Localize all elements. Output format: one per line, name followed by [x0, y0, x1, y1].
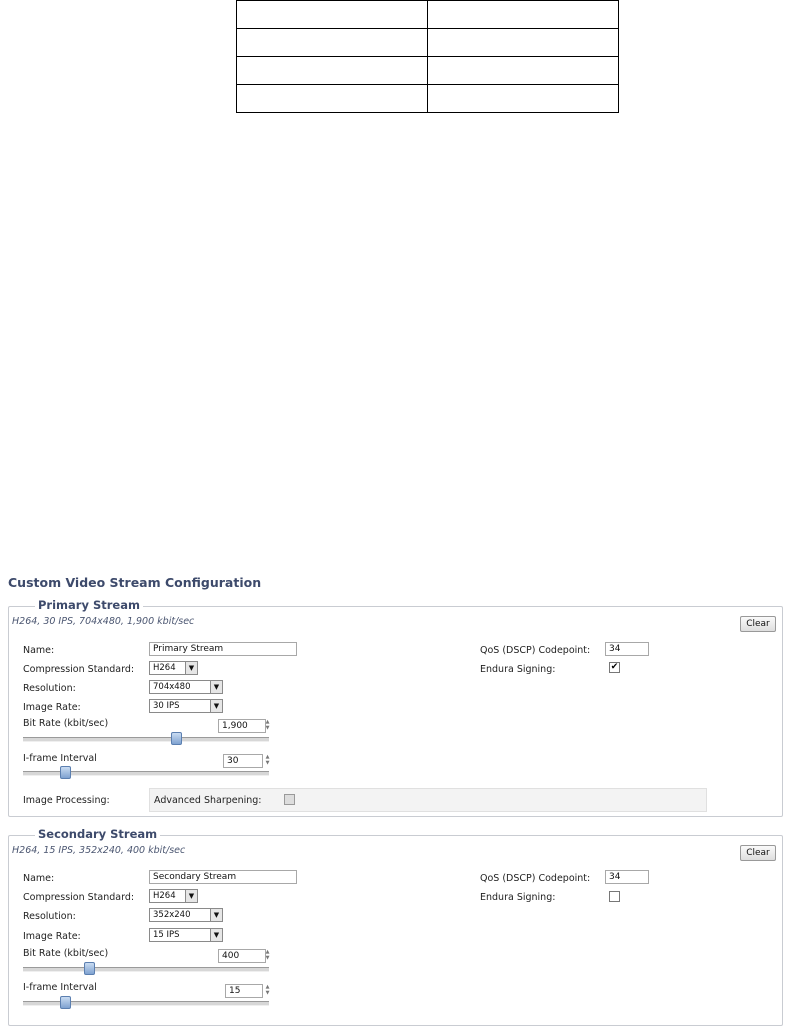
primary-name-input[interactable]: Primary Stream: [149, 642, 297, 656]
primary-resolution-select[interactable]: 704x480 ▼: [149, 680, 223, 694]
secondary-iframe-input[interactable]: 15: [225, 984, 263, 998]
secondary-resolution-select[interactable]: 352x240 ▼: [149, 908, 223, 922]
endura-signing-label: Endura Signing:: [480, 664, 556, 675]
primary-qos-input[interactable]: 34: [605, 642, 649, 656]
chevron-down-icon: ▼: [185, 890, 197, 902]
bit-rate-label: Bit Rate (kbit/sec): [23, 718, 109, 729]
bit-rate-label: Bit Rate (kbit/sec): [23, 948, 109, 959]
page-title: Custom Video Stream Configuration: [8, 575, 262, 590]
secondary-iframe-slider-thumb[interactable]: [60, 996, 71, 1009]
secondary-image-rate-select[interactable]: 15 IPS ▼: [149, 928, 223, 942]
table-row: [237, 85, 619, 113]
primary-stream-title: Primary Stream: [35, 598, 143, 612]
table-row: [237, 1, 619, 29]
resolution-label: Resolution:: [23, 683, 76, 694]
image-rate-label: Image Rate:: [23, 702, 81, 713]
primary-endura-signing-checkbox[interactable]: ✔: [610, 662, 619, 672]
secondary-compression-select[interactable]: H264 ▼: [149, 889, 198, 903]
secondary-bit-rate-input[interactable]: 400: [218, 949, 266, 963]
secondary-bit-rate-slider-track[interactable]: [23, 967, 269, 972]
primary-stream-panel: [8, 598, 783, 817]
spinner-icon[interactable]: ▲ ▼: [265, 754, 270, 766]
primary-bit-rate-slider-thumb[interactable]: [171, 732, 182, 745]
secondary-qos-input[interactable]: 34: [605, 870, 649, 884]
secondary-stream-panel: [8, 827, 783, 1026]
primary-compression-select[interactable]: H264 ▼: [149, 661, 198, 675]
image-processing-label: Image Processing:: [23, 795, 110, 806]
name-label: Name:: [23, 873, 55, 884]
iframe-interval-label: I-frame Interval: [23, 753, 97, 764]
endura-signing-label: Endura Signing:: [480, 892, 556, 903]
image-processing-box: [149, 788, 707, 812]
primary-stream-summary: H264, 30 IPS, 704x480, 1,900 kbit/sec: [12, 616, 195, 627]
chevron-down-icon: ▼: [210, 929, 222, 941]
primary-bit-rate-slider-track[interactable]: [23, 737, 269, 742]
secondary-name-input[interactable]: Secondary Stream: [149, 870, 297, 884]
primary-bit-rate-input[interactable]: 1,900: [218, 719, 266, 733]
qos-label: QoS (DSCP) Codepoint:: [480, 873, 591, 884]
secondary-endura-signing-checkbox[interactable]: [609, 891, 620, 902]
table-row: [237, 57, 619, 85]
secondary-clear-button[interactable]: Clear: [740, 845, 776, 861]
primary-clear-button[interactable]: Clear: [740, 616, 776, 632]
primary-iframe-slider-thumb[interactable]: [60, 766, 71, 779]
image-rate-label: Image Rate:: [23, 931, 81, 942]
table-row: [237, 29, 619, 57]
compression-label: Compression Standard:: [23, 664, 135, 675]
chevron-down-icon: ▼: [210, 909, 222, 921]
spinner-icon[interactable]: ▲ ▼: [265, 949, 270, 961]
empty-table: [236, 0, 619, 113]
chevron-down-icon: ▼: [210, 681, 222, 693]
chevron-down-icon: ▼: [185, 662, 197, 674]
chevron-down-icon: ▼: [210, 700, 222, 712]
spinner-icon[interactable]: ▲ ▼: [265, 984, 270, 996]
iframe-interval-label: I-frame Interval: [23, 982, 97, 993]
spinner-icon[interactable]: ▲ ▼: [265, 719, 270, 731]
qos-label: QoS (DSCP) Codepoint:: [480, 645, 591, 656]
resolution-label: Resolution:: [23, 911, 76, 922]
secondary-stream-title: Secondary Stream: [35, 827, 160, 841]
advanced-sharpening-label: Advanced Sharpening:: [154, 795, 262, 806]
primary-iframe-slider-track[interactable]: [23, 771, 269, 776]
compression-label: Compression Standard:: [23, 892, 135, 903]
name-label: Name:: [23, 645, 55, 656]
secondary-stream-summary: H264, 15 IPS, 352x240, 400 kbit/sec: [12, 845, 186, 856]
secondary-iframe-slider-track[interactable]: [23, 1001, 269, 1006]
secondary-bit-rate-slider-thumb[interactable]: [84, 962, 95, 975]
primary-image-rate-select[interactable]: 30 IPS ▼: [149, 699, 223, 713]
advanced-sharpening-checkbox[interactable]: [284, 794, 295, 805]
primary-iframe-input[interactable]: 30: [223, 754, 263, 768]
